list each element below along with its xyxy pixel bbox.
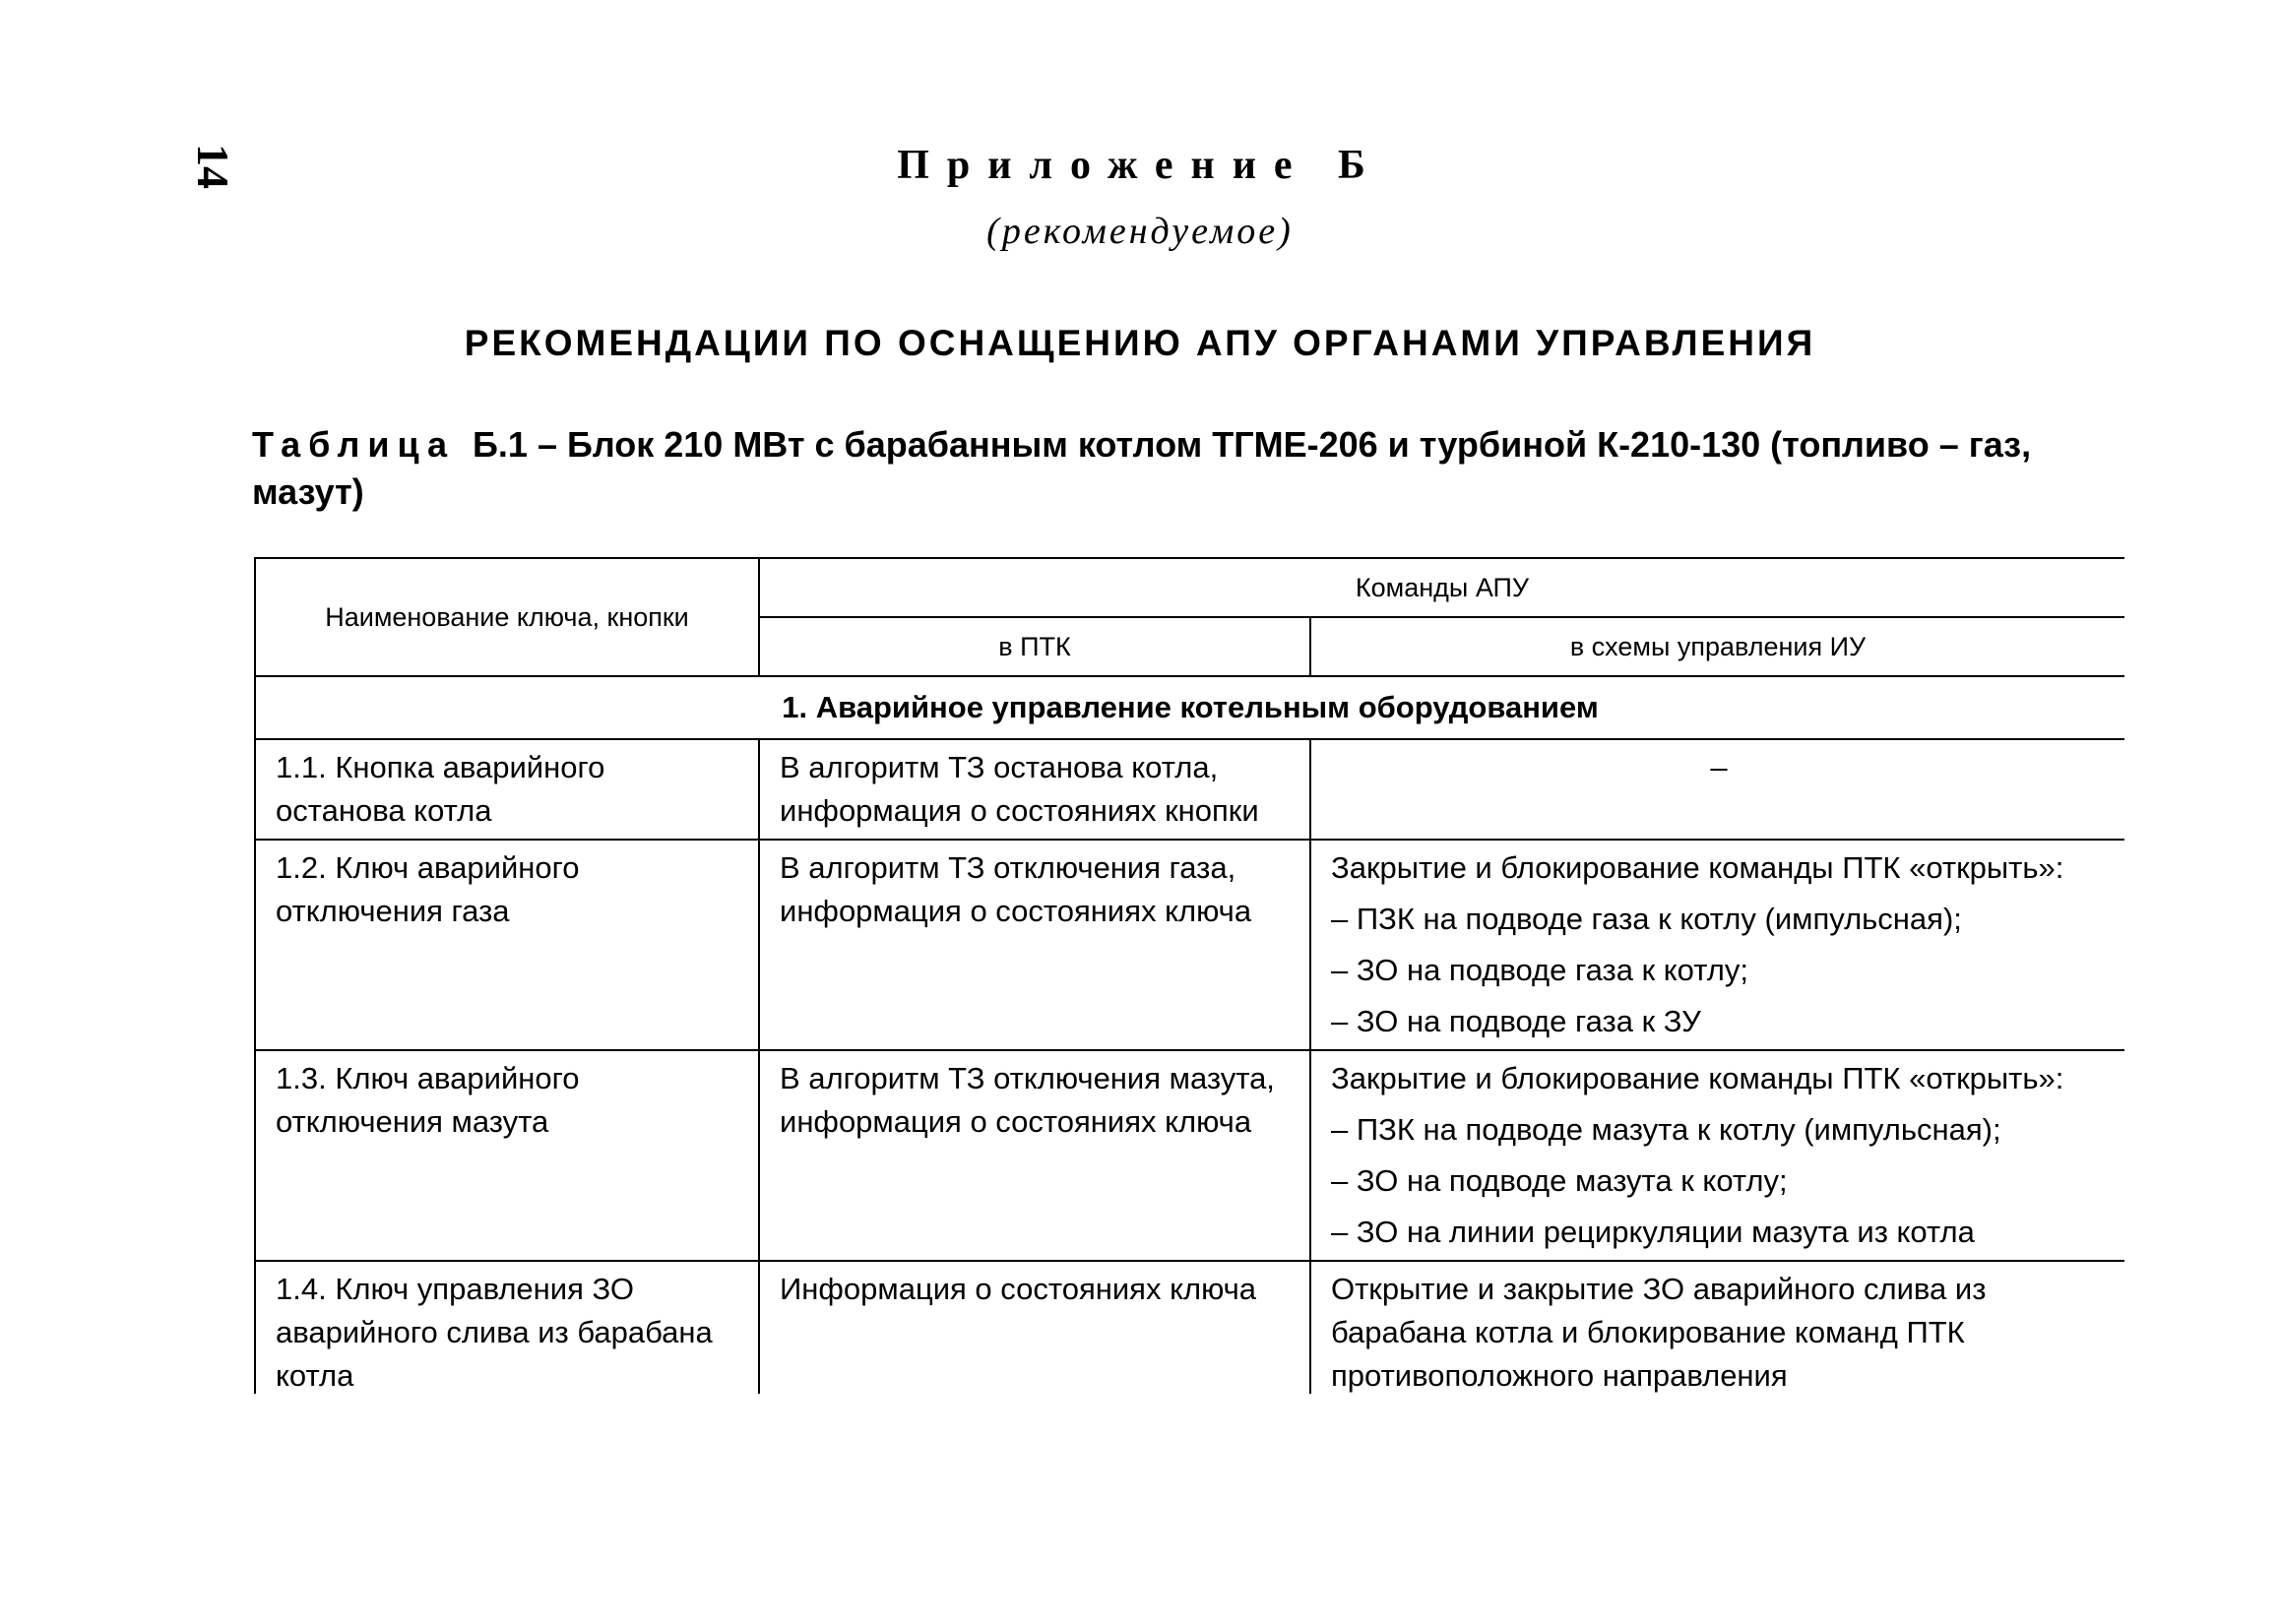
table-row [255, 1050, 2124, 1261]
iu-command-line: – ПЗК на подводе газа к котлу (импульсная); [1331, 902, 1962, 936]
iu-command-line: – ЗО на подводе мазута к котлу; [1331, 1163, 1788, 1198]
cell-iu-command [1310, 840, 2124, 1050]
table-caption-word: Таблица [252, 424, 456, 465]
appendix-title: Приложение Б [897, 143, 1383, 188]
cell-iu-command: – [1310, 739, 2124, 840]
cell-key-name: 1.1. Кнопка аварийного останова котла [255, 739, 759, 840]
header-apu-commands: Команды АПУ [759, 558, 2124, 617]
iu-command-line: – ЗО на линии рециркуляции мазута из котла [1331, 1215, 1975, 1249]
cell-ptk-command: В алгоритм ТЗ отключения мазута, информация о состояниях ключа [759, 1050, 1310, 1261]
header-to-iu-control: в схемы управления ИУ [1310, 617, 2124, 676]
page-number: 14 [188, 144, 238, 189]
section-row-boiler-emergency: 1. Аварийное управление котельным оборудованием [255, 676, 2124, 739]
table-row [255, 739, 2124, 840]
iu-command-line: – ПЗК на подводе мазута к котлу (импульсная); [1331, 1112, 2001, 1147]
header-key-name: Наименование ключа, кнопки [255, 558, 759, 676]
table-caption [252, 421, 2122, 516]
commands-table [254, 557, 2124, 1394]
cell-key-name: 1.3. Ключ аварийного отключения мазута [255, 1050, 759, 1261]
iu-command-line: – ЗО на подводе газа к котлу; [1331, 953, 1748, 987]
iu-command-line: – ЗО на подводе газа к ЗУ [1331, 1004, 1701, 1038]
appendix-subtitle: (рекомендуемое) [986, 211, 1294, 252]
cell-ptk-command: Информация о состояниях ключа [759, 1261, 1310, 1394]
section-heading: РЕКОМЕНДАЦИИ ПО ОСНАЩЕНИЮ АПУ ОРГАНАМИ УПРАВЛЕНИЯ [464, 323, 1816, 363]
cell-key-name: 1.4. Ключ управления ЗО аварийного слива из барабана котла [255, 1261, 759, 1394]
commands-table-container [254, 557, 2124, 1394]
table-caption-text: Б.1 – Блок 210 МВт с барабанным котлом ТГМЕ-206 и турбиной К-210-130 (топливо – газ, мазут) [252, 424, 2032, 512]
cell-iu-command [1310, 1050, 2124, 1261]
table-row [255, 840, 2124, 1050]
table-row [255, 1261, 2124, 1394]
header-to-ptk: в ПТК [759, 617, 1310, 676]
cell-key-name: 1.2. Ключ аварийного отключения газа [255, 840, 759, 1050]
iu-command-line: Закрытие и блокирование команды ПТК «открыть»: [1331, 1061, 2064, 1095]
iu-command-line: Закрытие и блокирование команды ПТК «открыть»: [1331, 850, 2064, 885]
cell-iu-command: Открытие и закрытие ЗО аварийного слива из барабана котла и блокирование команд ПТК противоположного направления [1310, 1261, 2124, 1394]
cell-ptk-command: В алгоритм ТЗ останова котла, информация о состояниях кнопки [759, 739, 1310, 840]
cell-ptk-command: В алгоритм ТЗ отключения газа, информация о состояниях ключа [759, 840, 1310, 1050]
